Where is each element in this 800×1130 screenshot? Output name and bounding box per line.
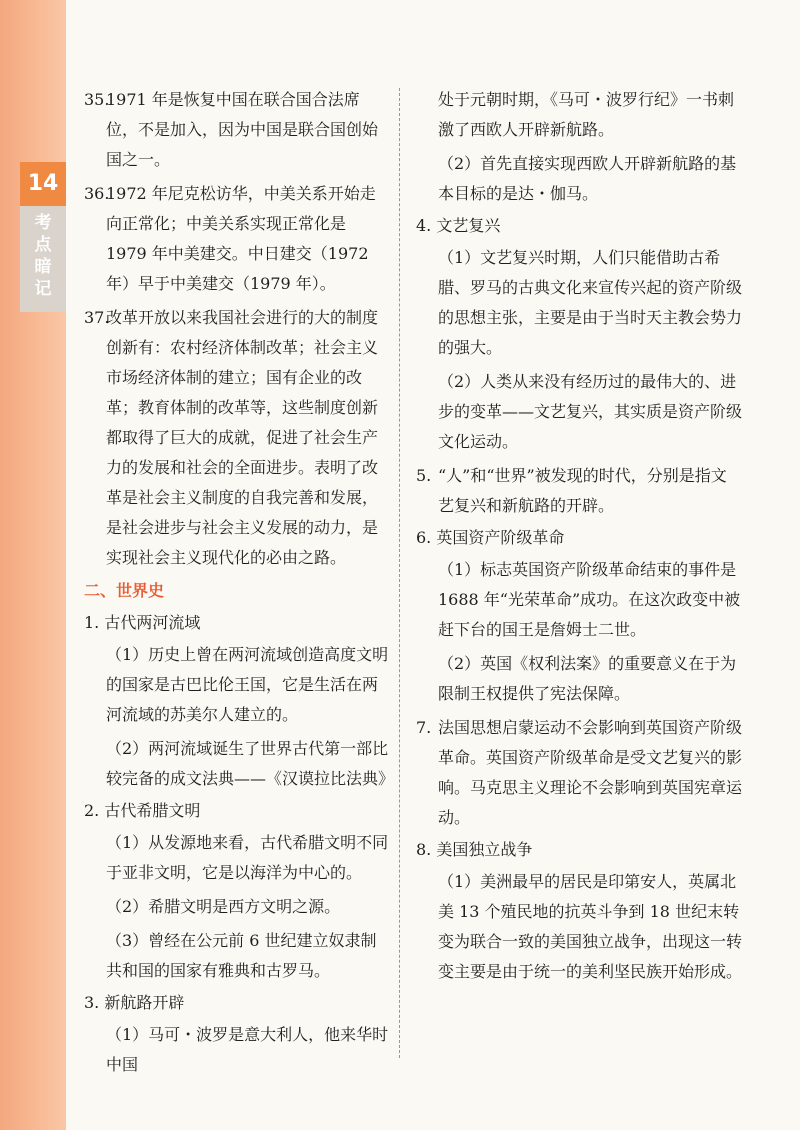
paragraph: （2）人类从来没有经历过的最伟大的、进步的变革——文艺复兴，其实质是资产阶级文化运动。 [438,372,743,451]
topic-heading-english-revolution: 6. 英国资产阶级革命 [416,528,565,547]
paragraph: （1）马可・波罗是意大利人，他来华时中国 [106,1025,389,1074]
left-column [84,85,395,1080]
column-divider [399,88,400,1058]
section-title-world-history: 二、世界史 [84,581,165,600]
paragraph: （3）曾经在公元前 6 世纪建立奴隶制共和国的国家有雅典和古罗马。 [106,931,377,980]
paragraph: （1）美洲最早的居民是印第安人，英属北美 13 个殖民地的抗英斗争到 18 世纪末转变为联合一致的美国独立战争，出现这一转变主要是由于统一的美利坚民族开始形成。 [438,872,743,981]
item-text: 1972 年尼克松访华，中美关系开始走向正常化；中美关系实现正常化是 1979 年中美建交。中日建交（1972 年）早于中美建交（1979 年）。 [106,184,376,293]
side-tab-char: 记 [34,279,52,299]
side-tab-char: 暗 [34,257,52,277]
topic-heading-renaissance: 4. 文艺复兴 [416,216,501,235]
item-number: 7. [416,718,432,737]
item-number: 37. [84,308,110,327]
item-number: 5. [416,466,432,485]
right-column [416,85,742,987]
list-item-37 [84,303,390,573]
paragraph: （1）历史上曾在两河流域创造高度文明的国家是古巴比伦王国，它是生活在两河流域的苏美尔人建立的。 [106,645,389,724]
list-item-5 [416,461,742,521]
item-number: 36. [84,184,110,203]
paragraph: （1）文艺复兴时期，人们只能借助古希腊、罗马的古典文化来宣传兴起的资产阶级的思想主张，主要是由于当时天主教会势力的强大。 [438,248,743,357]
item-text: “人”和“世界”被发现的时代，分别是指文艺复兴和新航路的开辟。 [438,466,727,515]
side-tab-char: 点 [34,235,52,255]
paragraph: （1）从发源地来看，古代希腊文明不同于亚非文明，它是以海洋为中心的。 [106,833,389,882]
topic-heading-greece: 2. 古代希腊文明 [84,801,201,820]
paragraph: （2）两河流域诞生了世界古代第一部比较完备的成文法典——《汉谟拉比法典》 [106,739,395,788]
list-item-35 [84,85,390,175]
page-number: 14 [20,162,66,206]
list-item-36 [84,179,390,299]
item-number: 35. [84,90,110,109]
topic-heading-new-routes: 3. 新航路开辟 [84,993,185,1012]
item-text: 法国思想启蒙运动不会影响到英国资产阶级革命。英国资产阶级革命是受文艺复兴的影响。马克思主义理论不会影响到英国宪章运动。 [438,718,743,827]
paragraph: 处于元朝时期，《马可・波罗行纪》一书刺激了西欧人开辟新航路。 [438,90,735,139]
topic-heading-american-independence: 8. 美国独立战争 [416,840,533,859]
paragraph: （2）首先直接实现西欧人开辟新航路的基本目标的是达・伽马。 [438,154,737,203]
item-text: 改革开放以来我国社会进行的大的制度创新有：农村经济体制改革；社会主义市场经济体制的建立；国有企业的改革；教育体制的改革等，这些制度创新都取得了巨大的成就，促进了社会生产力的发展和社会的全面进步。表明了改革是社会主义制度的自我完善和发展，是社会进步与社会主义发展的动力，是实现社会主义现代化的必由之路。 [106,308,379,567]
item-text: 1971 年是恢复中国在联合国合法席位，不是加入，因为中国是联合国创始国之一。 [106,90,379,169]
side-tab-label [20,212,66,300]
paragraph: （2）希腊文明是西方文明之源。 [106,897,341,916]
paragraph: （1）标志英国资产阶级革命结束的事件是 1688 年“光荣革命”成功。在这次政变中被赶下台的国王是詹姆士二世。 [438,560,741,639]
paragraph: （2）英国《权利法案》的重要意义在于为限制王权提供了宪法保障。 [438,654,737,703]
list-item-7 [416,713,742,833]
topic-heading-mesopotamia: 1. 古代两河流域 [84,613,201,632]
side-tab-char: 考 [34,213,52,233]
